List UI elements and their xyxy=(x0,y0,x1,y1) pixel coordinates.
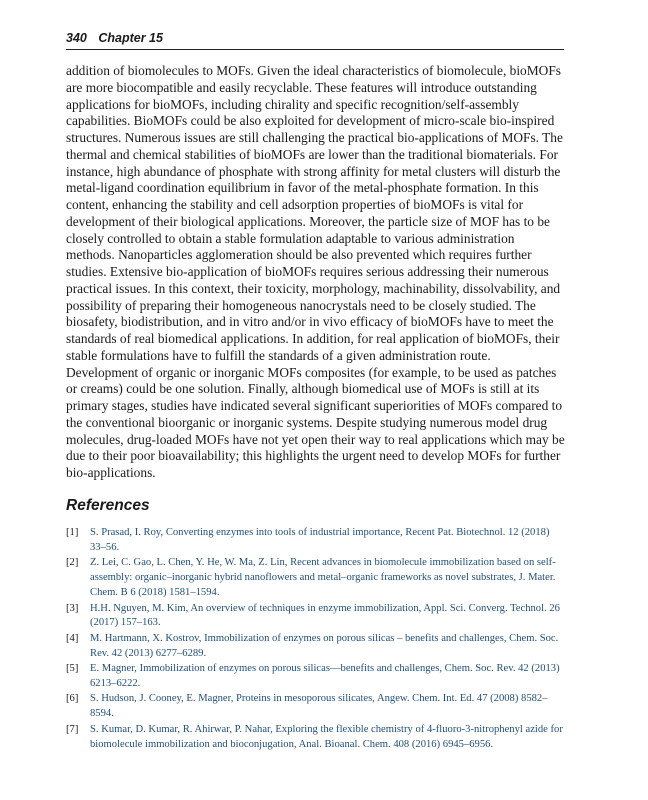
reference-link[interactable]: S. Prasad, I. Roy, Converting enzymes into tools of industrial importance, Recent Pat. Biotechnol. 12 (2018) 33–56. xyxy=(90,527,550,553)
reference-link[interactable]: S. Kumar, D. Kumar, R. Ahirwar, P. Nahar, Exploring the flexible chemistry of 4-fluoro-3-nitrophenyl azide for biomolecule immobilization and bioconjugation, Anal. Bioanal. Chem. 408 (2016) 6945–6956. xyxy=(90,723,563,750)
reference-item[interactable] xyxy=(66,632,566,662)
page-number: 340 xyxy=(66,31,87,45)
references-heading: References xyxy=(66,497,150,514)
reference-number: [1] xyxy=(66,527,79,538)
reference-number: [2] xyxy=(66,557,79,569)
chapter-label: Chapter 15 xyxy=(98,31,163,45)
reference-link[interactable]: M. Hartmann, X. Kostrov, Immobilization of enzymes on porous silicas – benefits and challenges, Chem. Soc. Rev. 42 (2013) 6277–6289. xyxy=(90,632,559,659)
running-header xyxy=(66,31,564,50)
reference-link[interactable]: H.H. Nguyen, M. Kim, An overview of techniques in enzyme immobilization, Appl. Sci. Converg. Technol. 26 (2017) 157–163. xyxy=(90,602,560,629)
reference-link[interactable]: Z. Lei, C. Gao, L. Chen, Y. He, W. Ma, Z. Lin, Recent advances in biomolecule immobilization based on self-assembly: organic–inorganic hybrid nanoflowers and metal–organic frameworks as novel substrates, J. Mater. Chem. B 6 (2018) 1581–1594. xyxy=(90,557,556,599)
reference-item[interactable] xyxy=(66,526,566,556)
reference-number: [3] xyxy=(66,602,79,614)
references-list xyxy=(66,526,566,753)
reference-item[interactable] xyxy=(66,602,566,632)
reference-number: [5] xyxy=(66,663,79,675)
reference-number: [7] xyxy=(66,723,79,735)
body-paragraph: addition of biomolecules to MOFs. Given the ideal characteristics of biomolecule, bioMOFs are more biocompatible and easily recyclable. These features will introduce outstanding applications for bioMOFs, including chirality and specific recognition/self-assembly capabilities. BioMOFs could be also exploited for development of micro-scale bio-inspired structures. Numerous issues are still challenging the practical bio-applications of MOFs. The thermal and chemical stabilities of bioMOFs are lower than the traditional biomaterials. For instance, high abundance of phosphate with strong affinity for metal clusters will disturb the metal-ligand coordination equilibrium in favor of the metal-phosphate formation. In this content, enhancing the stability and cell adsorption properties of bioMOFs is vital for development of their biological applications. Moreover, the particle size of MOF has to be closely controlled to obtain a stable formulation adaptable to various administration methods. Nanoparticles agglomeration should be also prevented which requires further studies. Extensive bio-application of bioMOFs requires serious addressing their numerous practical issues. In this context, their toxicity, morphology, machinability, dissolvability, and possibility of preparing their homogeneous nanocrystals need to be closely studied. The biosafety, biodistribution, and in vitro and/or in vivo efficacy of bioMOFs have to meet the standards of real biomedical applications. In addition, for real application of bioMOFs, their stable formulations have to fulfill the standards of a given administration route. Development of organic or inorganic MOFs composites (for example, to be used as patches or creams) could be one solution. Finally, although biomedical use of MOFs is still at its primary stages, studies have indicated several significant superiorities of MOFs compared to the conventional bioorganic or inorganic systems. Despite studying numerous model drug molecules, drug-loaded MOFs have not yet open their way to real applications which may be due to their poor bioavailability; this highlights the urgent need to develop MOFs for further bio-applications. xyxy=(66,63,565,480)
reference-item[interactable] xyxy=(66,662,566,692)
reference-item[interactable] xyxy=(66,692,566,722)
reference-link[interactable]: E. Magner, Immobilization of enzymes on porous silicas—benefits and challenges, Chem. Soc. Rev. 42 (2013) 6213–6222. xyxy=(90,663,560,690)
reference-item[interactable] xyxy=(66,556,566,601)
reference-number: [6] xyxy=(66,693,79,705)
reference-number: [4] xyxy=(66,632,79,644)
reference-item[interactable] xyxy=(66,723,566,753)
reference-link[interactable]: S. Hudson, J. Cooney, E. Magner, Proteins in mesoporous silicates, Angew. Chem. Int. Ed. 47 (2008) 8582–8594. xyxy=(90,693,548,720)
